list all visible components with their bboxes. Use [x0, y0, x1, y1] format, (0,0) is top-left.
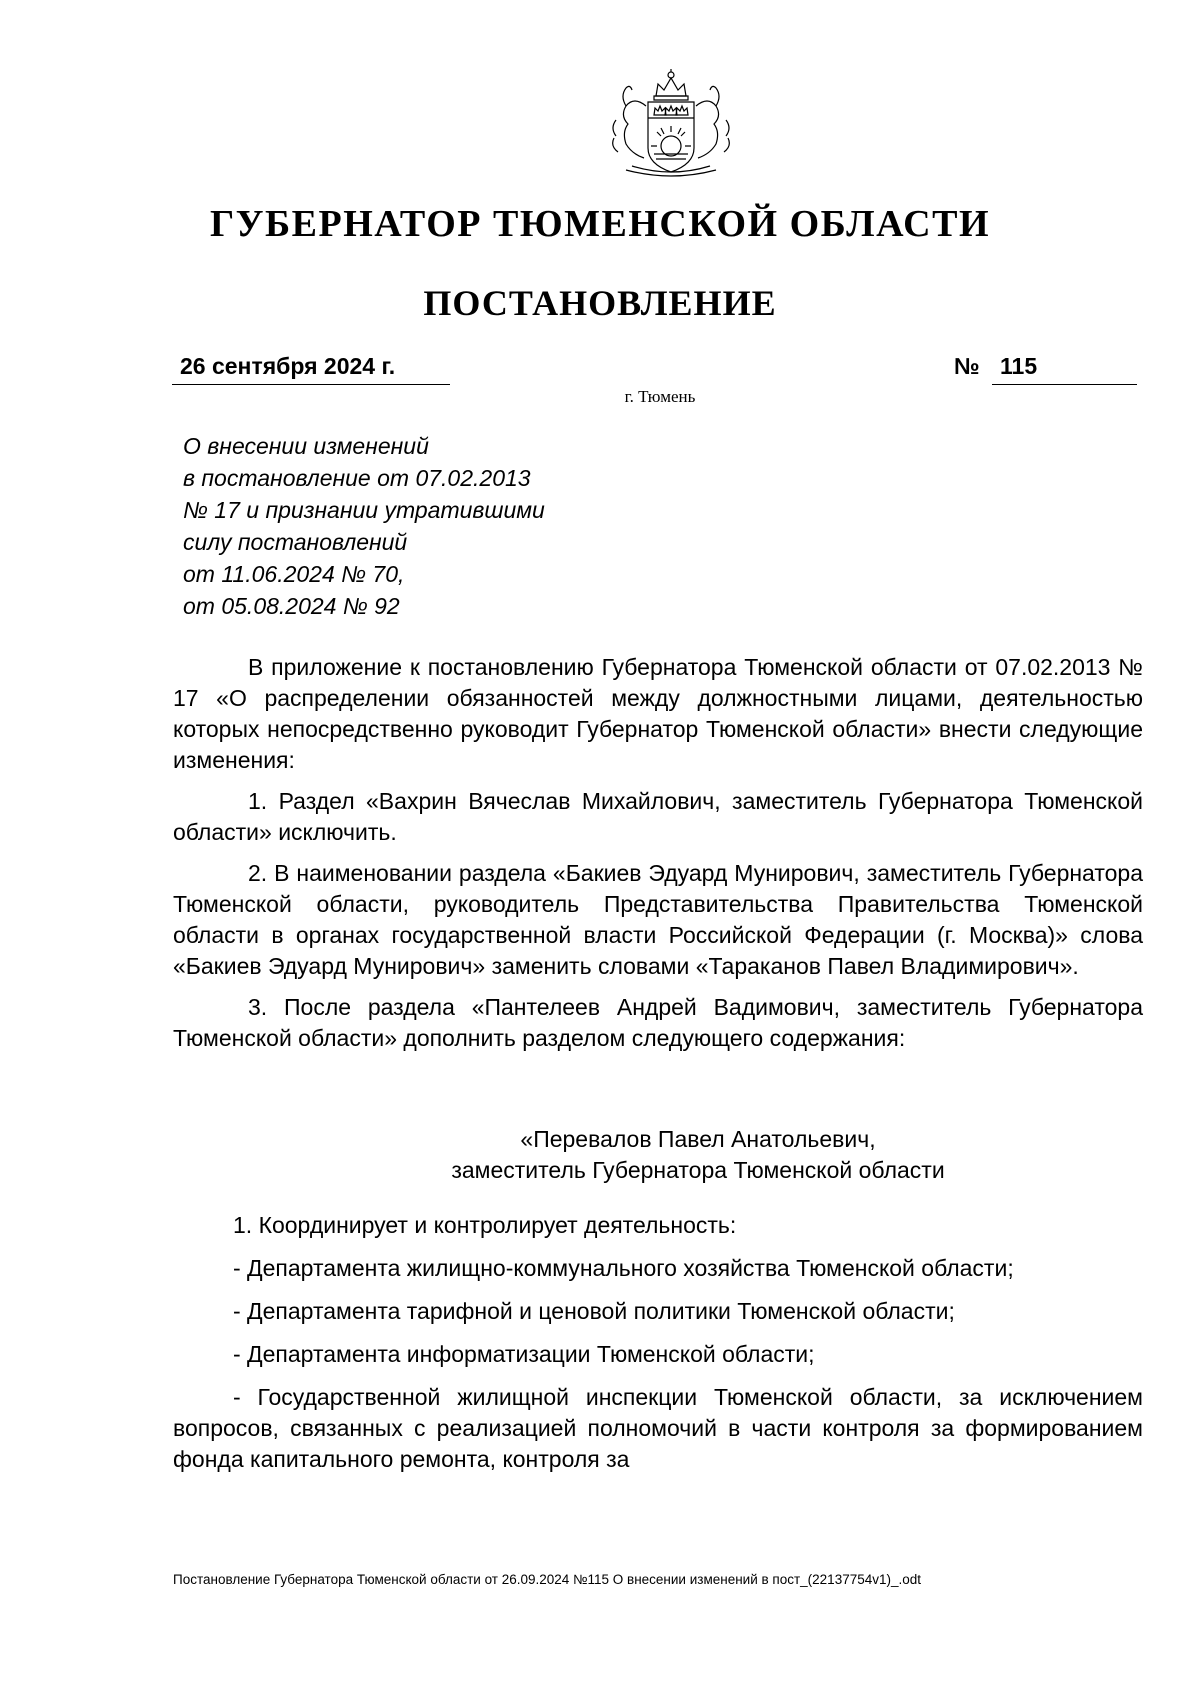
item-2-paragraph: 2. В наименовании раздела «Бакиев Эдуард Мунирович, заместитель Губернатора Тюменской области, руководитель Представительства Правительства Тюменской области в органах государственной власти Российской Федерации (г. Москва)» слова «Бакиев Эдуард Мунирович» заменить словами «Тараканов Павел Владимирович».	[173, 860, 1143, 979]
coat-of-arms-emblem	[596, 66, 746, 182]
section-person-name: «Перевалов Павел Анатольевич,	[520, 1126, 876, 1152]
document-city: г. Тюмень	[624, 387, 696, 406]
section-heading	[173, 1124, 1143, 1186]
subject-line: О внесении изменений	[183, 433, 429, 459]
subject-line: в постановление от 07.02.2013	[183, 465, 531, 491]
item-1-paragraph: 1. Раздел «Вахрин Вячеслав Михайлович, заместитель Губернатора Тюменской области» исключить.	[173, 788, 1143, 845]
subject-line: силу постановлений	[183, 529, 408, 555]
department-item: - Департамента тарифной и ценовой политики Тюменской области;	[233, 1298, 955, 1324]
document-type-title: ПОСТАНОВЛЕНИЕ	[423, 283, 777, 323]
department-item: - Департамента жилищно-коммунального хозяйства Тюменской области;	[233, 1255, 1014, 1281]
item-3-paragraph: 3. После раздела «Пантелеев Андрей Вадимович, заместитель Губернатора Тюменской области» дополнить разделом следующего содержания:	[173, 994, 1143, 1051]
body-text-bottom	[173, 1210, 1143, 1485]
subject-line: от 05.08.2024 № 92	[183, 593, 400, 619]
intro-paragraph: В приложение к постановлению Губернатора Тюменской области от 07.02.2013 № 17 «О распределении обязанностей между должностными лицами, деятельностью которых непосредственно руководит Губернатор Тюменской области» внести следующие изменения:	[173, 654, 1143, 773]
page-footer: Постановление Губернатора Тюменской области от 26.09.2024 №115 О внесении изменений в пост_(22137754v1)_.odt	[173, 1572, 922, 1587]
document-number: 115	[1000, 353, 1038, 379]
department-item: - Государственной жилищной инспекции Тюменской области, за исключением вопросов, связанных с реализацией полномочий в части контроля за формированием фонда капитального ремонта, контроля за	[173, 1384, 1143, 1472]
document-date: 26 сентября 2024 г.	[180, 353, 396, 379]
subject-line: от 11.06.2024 № 70,	[183, 561, 405, 587]
number-field	[992, 348, 1137, 385]
number-label: №	[954, 353, 980, 379]
subject-line: № 17 и признании утратившими	[183, 497, 545, 523]
body-text-top	[173, 652, 1143, 1064]
document-subject	[183, 430, 545, 622]
authority-title: ГУБЕРНАТОР ТЮМЕНСКОЙ ОБЛАСТИ	[209, 203, 991, 245]
coordination-heading: 1. Координирует и контролирует деятельность:	[233, 1212, 737, 1238]
section-person-position: заместитель Губернатора Тюменской области	[451, 1157, 945, 1183]
department-item: - Департамента информатизации Тюменской области;	[233, 1341, 815, 1367]
date-field	[172, 348, 450, 385]
